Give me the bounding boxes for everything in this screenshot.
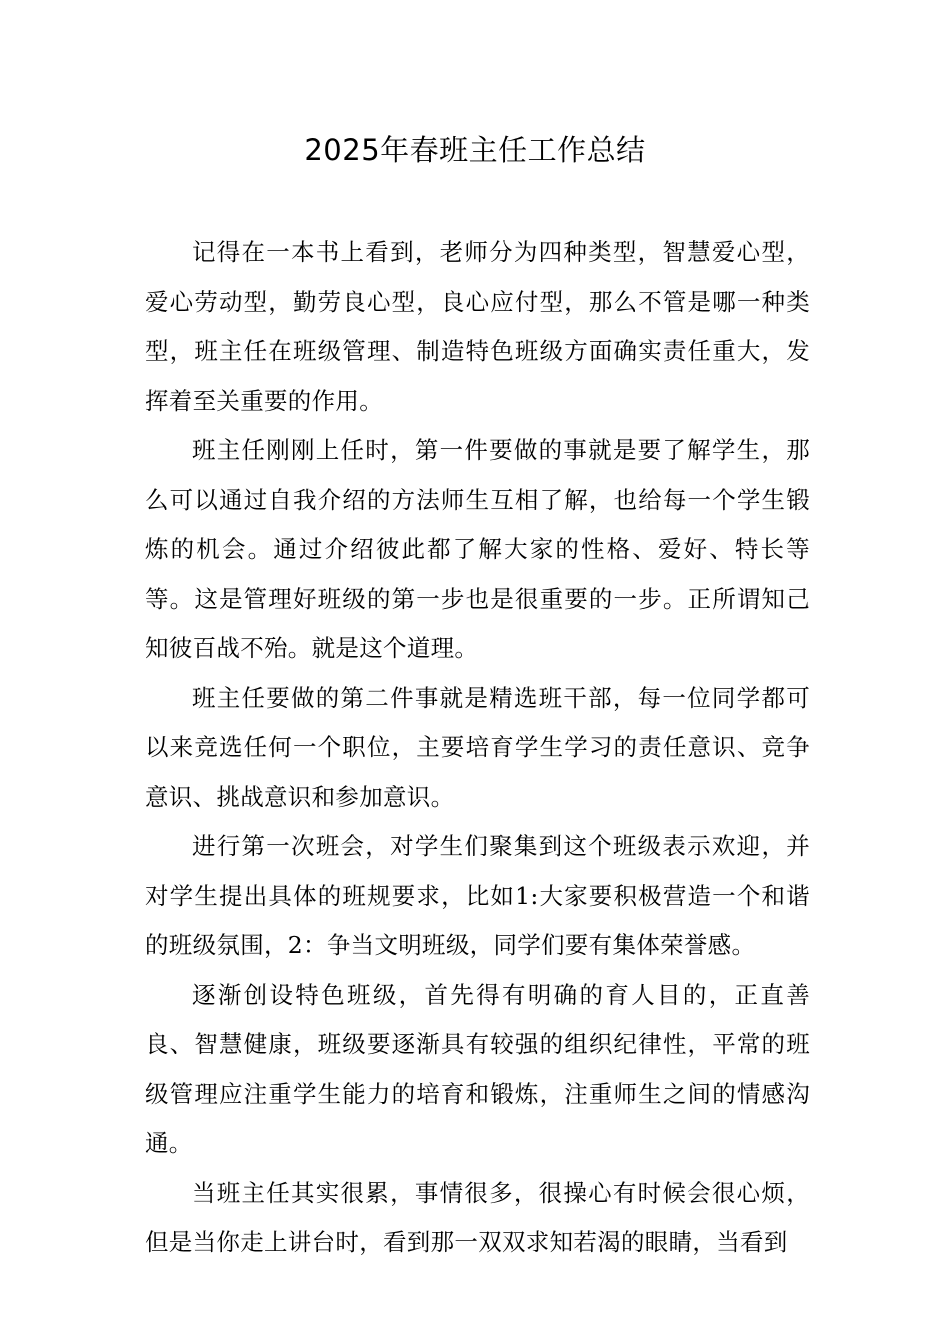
paragraph: 班主任要做的第二件事就是精选班干部，每一位同学都可以来竞选任何一个职位，主要培育学生学习的责任意识、竞争意识、挑战意识和参加意识。: [145, 683, 810, 811]
paragraph: 进行第一次班会，对学生们聚集到这个班级表示欢迎，并对学生提出具体的班规要求，比如1:大家要积极营造一个和谐的班级氛围，2：争当文明班级，同学们要有集体荣誉感。: [145, 832, 810, 959]
document-body: [145, 228, 810, 1268]
document-title: 2025年春班主任工作总结: [304, 133, 646, 167]
paragraph: 逐渐创设特色班级，首先得有明确的育人目的，正直善良、智慧健康，班级要逐渐具有较强的组织纪律性，平常的班级管理应注重学生能力的培育和锻炼，注重师生之间的情感沟通。: [145, 980, 810, 1157]
paragraph: 当班主任其实很累，事情很多，很操心有时候会很心烦，但是当你走上讲台时，看到那一双双求知若渴的眼睛，当看到: [145, 1178, 810, 1256]
paragraph: 班主任刚刚上任时，第一件要做的事就是要了解学生，那么可以通过自我介绍的方法师生互相了解，也给每一个学生锻炼的机会。通过介绍彼此都了解大家的性格、爱好、特长等等。这是管理好班级的第一步也是很重要的一步。正所谓知己知彼百战不殆。就是这个道理。: [145, 436, 810, 662]
paragraph: 记得在一本书上看到，老师分为四种类型，智慧爱心型，爱心劳动型，勤劳良心型，良心应付型，那么不管是哪一种类型，班主任在班级管理、制造特色班级方面确实责任重大，发挥着至关重要的作用。: [145, 238, 810, 415]
